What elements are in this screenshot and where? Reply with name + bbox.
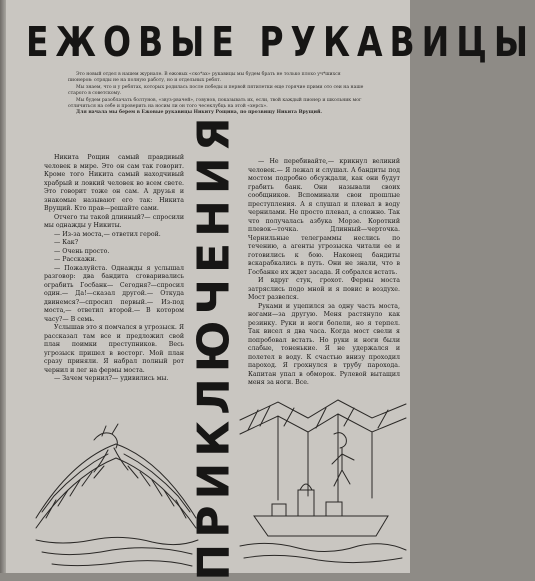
bridge-sketch-left-drawing xyxy=(32,400,200,570)
masthead-title: ЕЖОВЫЕ РУКАВИЦЫ xyxy=(26,16,535,66)
left-paragraph-2: Отчего ты такой длинный?— спросили мы однажды у Никиты. xyxy=(44,213,184,229)
intro-paragraph-1: Это новый отдел в нашем журнале. В ежовых «ско*ах» рукавицы мы будем брать не только плохо уч*шихся пионеров: отряды не на полную работу, но и отдельных ребят. xyxy=(68,72,341,84)
left-paragraph-1: Никита Рощин самый правдивый человек в мире. Это он сам так говорит. Кроме того Никита самый находчивый храбрый и ловкий человек во всем свете. Это говорит тоже он сам. А друзья и знакомые называют его так: Никита Врущий. Кто прав—решайте сами. xyxy=(44,154,184,212)
masthead xyxy=(26,16,535,66)
left-paragraph-9: — Зачем чернил?— удивились мы. xyxy=(54,375,169,382)
intro-block xyxy=(68,72,364,117)
left-column xyxy=(44,154,184,384)
vertical-heading-text: ПРИКЛЮЧЕНИЯ xyxy=(188,111,240,581)
intro-paragraph-2: Мы знаем, что и у ребятах, которых родилась после победы и первой пятилетки еще горячие прими ото сеи на наше старого в советскому. xyxy=(68,84,364,97)
intro-paragraph-3: Мы будем разоблачать болтунов, «звуз-рвачей», говунов, показывать их, если, твой каждый пионер и школьник мог отличиться на себе и проверить на носим ли он того чесеклубць на этой «херсх». xyxy=(68,97,362,110)
bridge-sketch-right xyxy=(238,390,408,566)
left-paragraph-4: — Как? xyxy=(54,239,79,246)
left-paragraph-6: — Расскажи. xyxy=(54,256,97,263)
left-paragraph-5: — Очень просто. xyxy=(54,247,110,255)
bridge-sketch-right-drawing xyxy=(238,390,408,566)
right-paragraph-2: И вдруг стук, грохот. Фермы моста затряслись подо мной и я повис в воздухе. Мост развелся. xyxy=(248,277,400,301)
right-paragraph-1: — Не перебивайте,— крикнул великий человек.— Я лежал и слушал. А бандиты под мостом подробно обсуждали, как они будут грабить банк. Они называли своих сообщников. Вспоминали свои прошлые преступления. А я слушал и плевал в воду чернилами. Не просто плевал, а сложно. Так что получалась азбука Морзе. Короткий плевок—точка. Длинный—черточка. Чернильные телеграммы неслись по течению, а агенты угрозыска читали ее и готовились к бою. Наконец бандиты вскарабкались в путь. Они не знали, что в Госбанке их ждет засада. Я собрался встать. xyxy=(248,158,400,276)
magazine-page xyxy=(6,0,535,581)
left-paragraph-8: Услышав это я помчался в угрозыск. Я рассказал там все и предложил свой план поимки преступников. Весь угрозыск пришел в восторг. Мой план сразу приняли. Я набрал полный рот чернил и лег на фермы моста. xyxy=(44,324,184,374)
intro-paragraph-4: Для начала мы берем в Ежовые рукавицы Никиту Рощина, по прозвищу Никита Врущий. xyxy=(76,110,322,116)
bridge-sketch-left xyxy=(32,400,200,570)
left-paragraph-3: — Из-за моста,— ответил герой. xyxy=(54,230,161,238)
right-paragraph-3: Руками и уцепился за одну часть моста, ногами—за другую. Меня растянуло как резинку. Руки и ноги болели, но я терпел. Так висел я два часа. Когда мост свели я попробовал встать. Но руки и ноги были слабые, тоненькие. Я не удержался и полетел в воду. К счастью внизу проходил пароход. Я грохнулся в трубу парохода. Капитан упал в обморок. Рулевой вытащил меня за ноги. Все. xyxy=(248,302,400,386)
left-paragraph-7: — Пожалуйста. Однажды я услышал разговор: два бандита сговаривались ограбить Госбанк— Сегодня?—спросил один.— Да!—сказал другой.— Откуда двинемся?—спросил первый.— Из-под моста,— ответил второй.— В котором часу?— В семь. xyxy=(44,264,184,323)
right-column xyxy=(248,158,400,388)
